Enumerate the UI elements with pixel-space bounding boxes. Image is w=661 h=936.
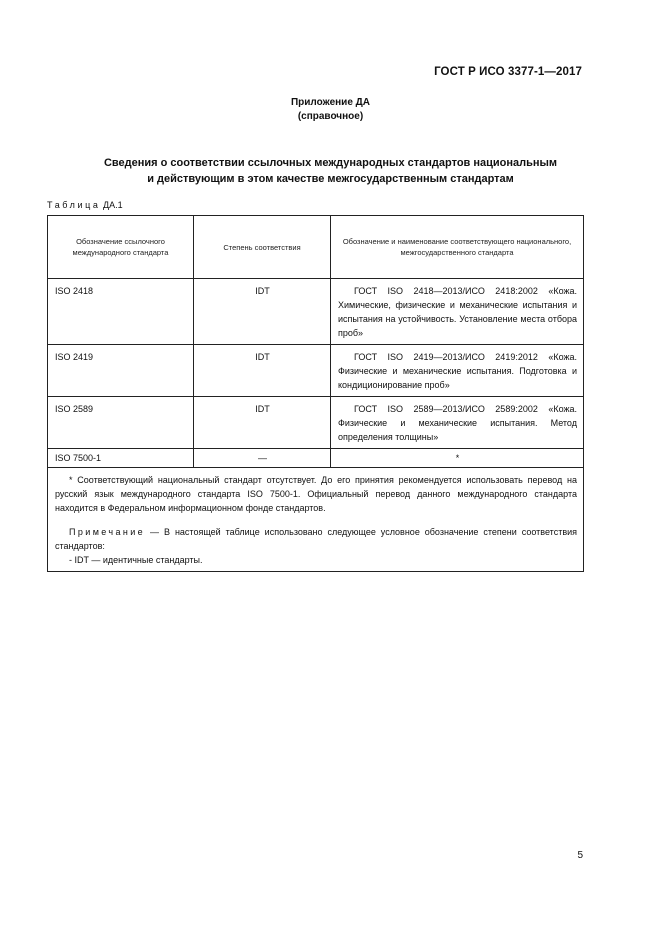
appendix-subtitle: (справочное): [297, 111, 364, 122]
cell-reference: ISO 7500-1: [48, 449, 194, 468]
cell-national: ГОСТ ISO 2589—2013/ИСО 2589:2002 «Кожа. Физические и механические испытания. Метод определения толщины»: [331, 397, 584, 449]
footnote: * Соответствующий национальный стандарт отсутствует. До его принятия рекомендуется использовать перевод на русский язык международного стандарта ISO 7500-1. Официальный перевод данного международного стандарта находится в Федеральном информационном фонде стандартов.: [55, 475, 577, 513]
appendix-heading: [0, 96, 661, 124]
table-caption-word: Таблица: [47, 200, 101, 210]
note-label: Примечание: [69, 527, 146, 537]
document-id: ГОСТ Р ИСО 3377-1—2017: [434, 66, 582, 78]
section-title: [0, 155, 661, 187]
table-caption-id: ДА.1: [103, 200, 123, 210]
table-row: [48, 449, 584, 468]
note-item: - IDT — идентичные стандарты.: [69, 555, 203, 565]
table-row: [48, 345, 584, 397]
note-text: — В настоящей таблице использовано следующее условное обозначение степени соответствия стандартов:: [55, 527, 577, 551]
header-national-standard: Обозначение и наименование соответствующего национального, межгосударственного стандарта: [331, 216, 584, 279]
cell-national: ГОСТ ISO 2419—2013/ИСО 2419:2012 «Кожа. Физические и механические испытания. Подготовка и кондиционирование проб»: [331, 345, 584, 397]
cell-national: *: [331, 449, 584, 468]
cell-degree: IDT: [194, 397, 331, 449]
cell-reference: ISO 2589: [48, 397, 194, 449]
table-header-row: [48, 216, 584, 279]
table-row: [48, 279, 584, 345]
cell-reference: ISO 2418: [48, 279, 194, 345]
table-row: [48, 397, 584, 449]
page-number: 5: [577, 850, 583, 861]
cell-degree: IDT: [194, 345, 331, 397]
section-title-line-2: и действующим в этом качестве межгосударственным стандартам: [147, 173, 514, 185]
note: [55, 525, 577, 553]
correspondence-table: [47, 215, 584, 572]
table-caption: [47, 200, 123, 210]
appendix-title: Приложение ДА: [290, 97, 371, 108]
cell-degree: —: [194, 449, 331, 468]
header-reference-standard: Обозначение ссылочного международного стандарта: [48, 216, 194, 279]
section-title-line-1: Сведения о соответствии ссылочных международных стандартов национальным: [103, 157, 558, 169]
cell-national: ГОСТ ISO 2418—2013/ИСО 2418:2002 «Кожа. Химические, физические и механические испытания и испытания на устойчивость. Установление места отбора проб»: [331, 279, 584, 345]
header-degree: Степень соответствия: [194, 216, 331, 279]
table-footer: [48, 468, 584, 572]
table-footer-row: [48, 468, 584, 572]
cell-reference: ISO 2419: [48, 345, 194, 397]
cell-degree: IDT: [194, 279, 331, 345]
